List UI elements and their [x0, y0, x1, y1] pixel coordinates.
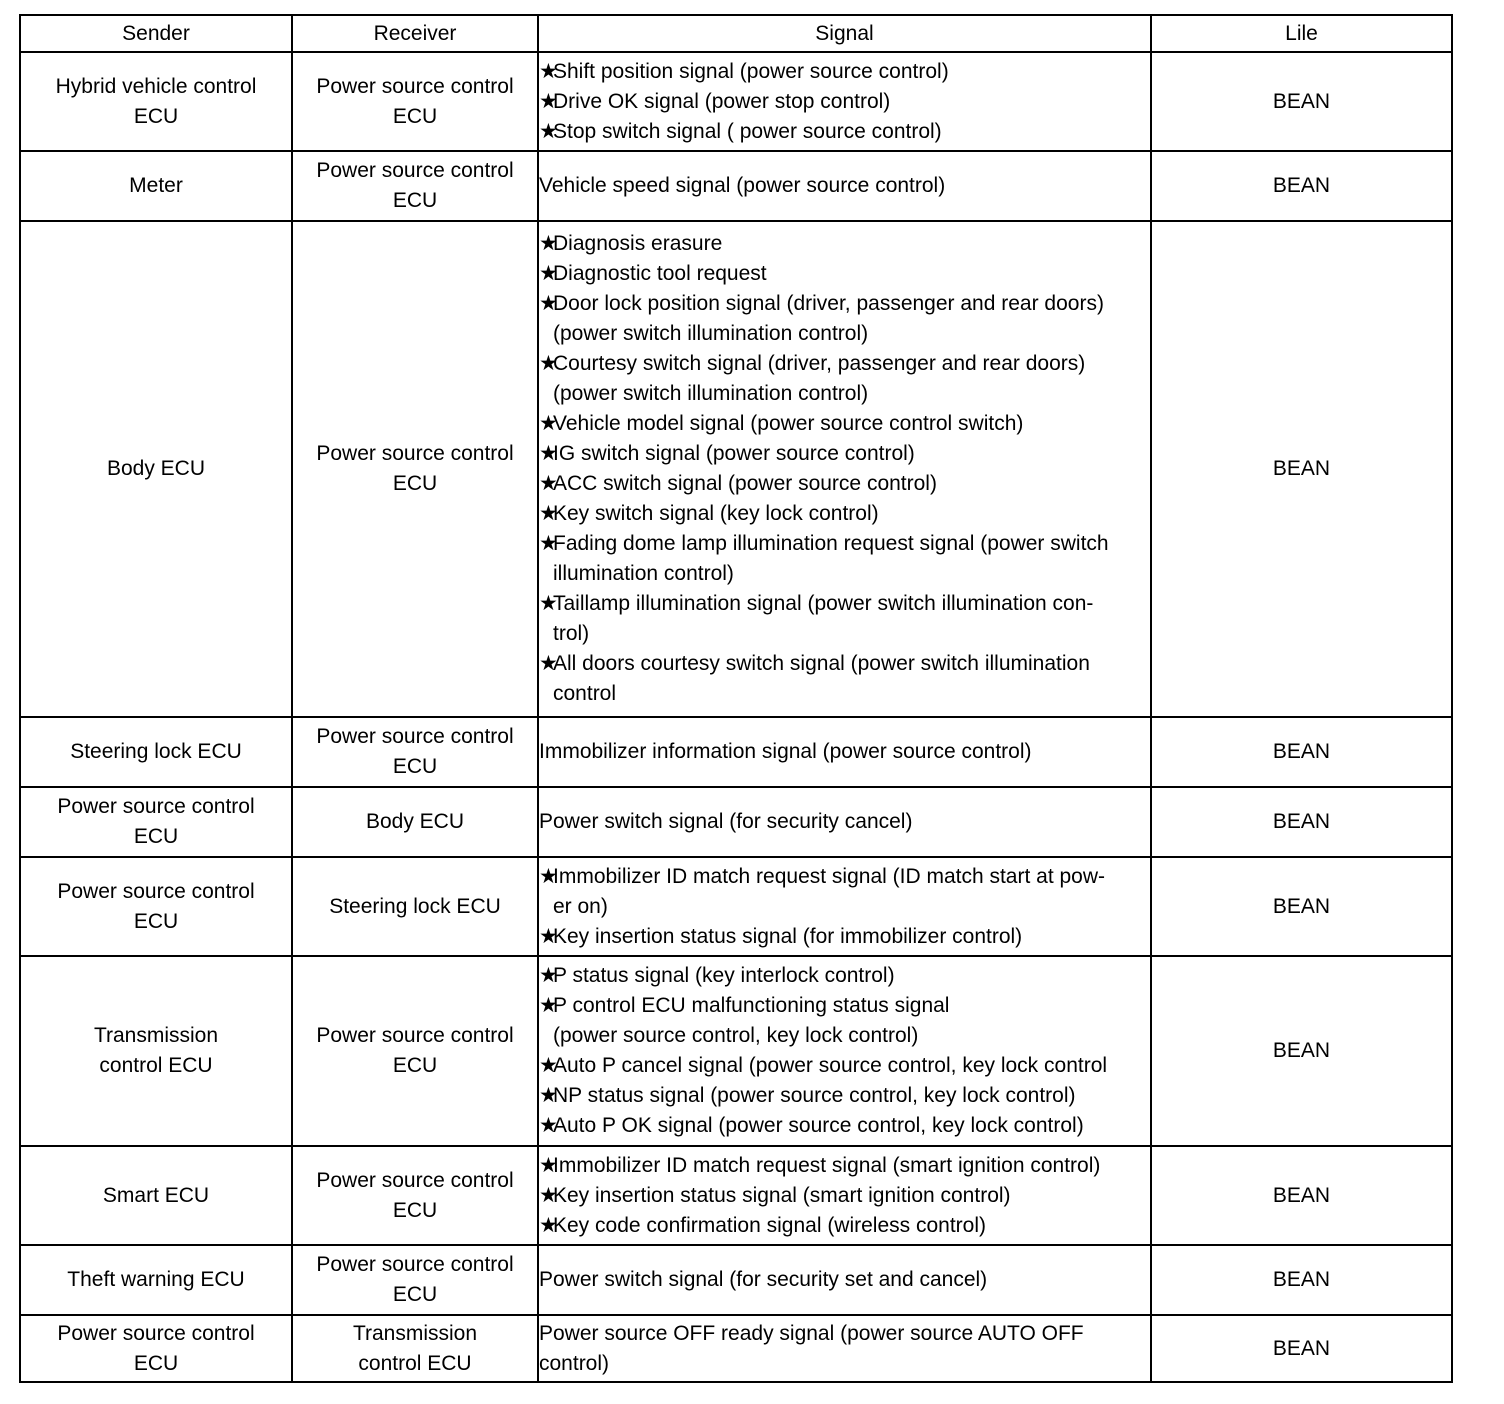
signal-item [539, 1181, 1150, 1211]
star-bullet-icon: ★ [539, 924, 558, 948]
table-row [20, 1315, 1452, 1382]
signal-text-line: All doors courtesy switch signal (power switch illumination [553, 652, 1090, 675]
signal-item [539, 469, 1150, 499]
star-bullet-icon: ★ [539, 472, 558, 495]
line-value: BEAN [1272, 89, 1331, 113]
signal-item [539, 922, 1150, 952]
receiver-cell [292, 1245, 538, 1315]
receiver-line: Body ECU [365, 810, 465, 833]
sender-cell [20, 221, 292, 717]
line-value: BEAN [1272, 457, 1331, 480]
sender-line: Transmission [93, 1024, 219, 1047]
signal-text-line: NP status signal (power source control, key lock control) [553, 1084, 1076, 1107]
table-row [20, 717, 1452, 787]
signal-text-line: Drive OK signal (power stop control) [553, 89, 891, 113]
star-bullet-icon: ★ [539, 352, 558, 375]
star-bullet-icon: ★ [539, 592, 558, 615]
star-bullet-icon: ★ [539, 89, 558, 113]
signal-cell [538, 1146, 1151, 1245]
signal-item [539, 87, 1150, 117]
receiver-line: ECU [392, 755, 438, 778]
signal-text-line: Immobilizer information signal (power source control) [539, 740, 1032, 763]
signal-text-line: Courtesy switch signal (driver, passenger and rear doors) [553, 352, 1086, 375]
table-row [20, 857, 1452, 956]
signal-item [539, 57, 1150, 87]
line-cell [1151, 717, 1452, 787]
signal-cell [538, 1315, 1151, 1382]
receiver-line: ECU [392, 1198, 438, 1222]
signal-text-line: Auto P OK signal (power source control, key lock control) [553, 1114, 1084, 1137]
signal-text-line: Key code confirmation signal (wireless control) [553, 1213, 987, 1237]
line-cell [1151, 221, 1452, 717]
sender-cell [20, 1146, 292, 1245]
table-row [20, 1245, 1452, 1315]
signal-text-line: Shift position signal (power source control) [553, 59, 949, 83]
receiver-cell [292, 717, 538, 787]
signal-item [539, 499, 1150, 529]
sender-cell [20, 717, 292, 787]
line-cell [1151, 857, 1452, 956]
star-bullet-icon: ★ [539, 59, 558, 83]
receiver-cell [292, 221, 538, 717]
signal-text-line: Key switch signal (key lock control) [553, 502, 879, 525]
star-bullet-icon: ★ [539, 964, 558, 987]
receiver-line: Power source control [316, 1024, 514, 1047]
signal-cell [538, 787, 1151, 857]
signal-cell [538, 956, 1151, 1146]
signal-cell [538, 1245, 1151, 1315]
star-bullet-icon: ★ [539, 1183, 558, 1207]
signal-text-line: Power source OFF ready signal (power source AUTO OFF [539, 1321, 1084, 1345]
signal-cell [538, 52, 1151, 151]
signal-item [539, 589, 1150, 649]
sender-line: Steering lock ECU [70, 740, 242, 763]
line-value: BEAN [1272, 740, 1331, 763]
sender-cell [20, 151, 292, 221]
signal-text-line: Vehicle model signal (power source control switch) [553, 412, 1024, 435]
sender-line: Body ECU [106, 457, 206, 480]
signal-item [539, 961, 1150, 991]
line-value: BEAN [1272, 1268, 1331, 1291]
receiver-cell [292, 52, 538, 151]
star-bullet-icon: ★ [539, 442, 558, 465]
signal-text-line: trol) [553, 622, 590, 645]
signal-item [539, 289, 1150, 349]
receiver-line: Power source control [316, 159, 514, 182]
receiver-line: ECU [392, 1283, 438, 1306]
signal-item [539, 649, 1150, 709]
sender-line: Theft warning ECU [67, 1268, 245, 1291]
receiver-line: ECU [392, 189, 438, 212]
line-value: BEAN [1272, 1039, 1331, 1062]
signal-text-line: er on) [553, 894, 608, 918]
signal-text-line: control [553, 682, 617, 705]
receiver-line: Power source control [316, 1168, 514, 1192]
receiver-line: Steering lock ECU [329, 894, 501, 918]
receiver-line: Transmission [352, 1321, 478, 1345]
line-cell [1151, 52, 1452, 151]
signal-text-line: illumination control) [553, 562, 734, 585]
star-bullet-icon: ★ [539, 994, 558, 1017]
star-bullet-icon: ★ [539, 1054, 558, 1077]
signal-text-line: Vehicle speed signal (power source control) [539, 174, 946, 197]
header-signal: Signal [538, 15, 1151, 52]
signal-item [539, 1111, 1150, 1141]
receiver-line: control ECU [358, 1351, 472, 1375]
signal-table [19, 14, 1453, 1383]
table-body [20, 52, 1452, 1382]
signal-item [539, 991, 1150, 1051]
header-row [20, 15, 1452, 52]
signal-text-line: (power source control, key lock control) [553, 1024, 919, 1047]
receiver-line: ECU [392, 104, 438, 128]
star-bullet-icon: ★ [539, 652, 558, 675]
receiver-cell [292, 1146, 538, 1245]
star-bullet-icon: ★ [539, 292, 558, 315]
signal-text-line: P control ECU malfunctioning status signal [553, 994, 950, 1017]
line-cell [1151, 956, 1452, 1146]
receiver-line: Power source control [316, 725, 514, 748]
header-line: Lile [1151, 15, 1452, 52]
signal-text-line: IG switch signal (power source control) [553, 442, 915, 465]
table-row [20, 787, 1452, 857]
signal-text-line: (power switch illumination control) [553, 322, 869, 345]
signal-cell [538, 151, 1151, 221]
line-cell [1151, 1146, 1452, 1245]
receiver-cell [292, 956, 538, 1146]
sender-cell [20, 1245, 292, 1315]
sender-line: Meter [129, 174, 183, 197]
receiver-line: ECU [392, 472, 438, 495]
table-row [20, 151, 1452, 221]
receiver-line: Power source control [316, 442, 514, 465]
signal-text-line: Power switch signal (for security cancel) [539, 810, 913, 833]
star-bullet-icon: ★ [539, 1213, 558, 1237]
star-bullet-icon: ★ [539, 502, 558, 525]
table-row [20, 52, 1452, 151]
signal-text-line: Door lock position signal (driver, passenger and rear doors) [553, 292, 1104, 315]
table-row [20, 221, 1452, 717]
signal-text-line: (power switch illumination control) [553, 382, 869, 405]
sender-line: Hybrid vehicle control [55, 74, 257, 98]
star-bullet-icon: ★ [539, 1153, 558, 1177]
signal-text-line: Diagnosis erasure [553, 232, 723, 255]
line-value: BEAN [1272, 810, 1331, 833]
star-bullet-icon: ★ [539, 864, 558, 888]
signal-item [539, 349, 1150, 409]
signal-item [539, 1151, 1150, 1181]
signal-item [539, 439, 1150, 469]
sender-line: Power source control [57, 879, 255, 903]
signal-text-line: P status signal (key interlock control) [553, 964, 895, 987]
star-bullet-icon: ★ [539, 1114, 558, 1137]
header-sender: Sender [20, 15, 292, 52]
signal-text-line: ACC switch signal (power source control) [553, 472, 937, 495]
receiver-cell [292, 1315, 538, 1382]
signal-text-line: control) [539, 1351, 610, 1375]
signal-item [539, 1051, 1150, 1081]
star-bullet-icon: ★ [539, 262, 558, 285]
line-value: BEAN [1272, 174, 1331, 197]
signal-item [539, 229, 1150, 259]
sender-cell [20, 956, 292, 1146]
signal-item [539, 409, 1150, 439]
signal-cell [538, 717, 1151, 787]
signal-item [539, 1081, 1150, 1111]
signal-cell [538, 857, 1151, 956]
table-row [20, 1146, 1452, 1245]
signal-item [539, 117, 1150, 147]
signal-text-line: Key insertion status signal (for immobilizer control) [553, 924, 1023, 948]
signal-text-line: Stop switch signal ( power source control) [553, 119, 942, 143]
sender-cell [20, 1315, 292, 1382]
signal-text-line: Immobilizer ID match request signal (ID match start at pow- [553, 864, 1106, 888]
sender-cell [20, 857, 292, 956]
star-bullet-icon: ★ [539, 119, 558, 143]
signal-text-line: Taillamp illumination signal (power switch illumination con- [553, 592, 1094, 615]
signal-text-line: Power switch signal (for security set and cancel) [539, 1268, 988, 1291]
sender-line: Smart ECU [102, 1183, 210, 1207]
line-value: BEAN [1272, 1183, 1331, 1207]
line-cell [1151, 1315, 1452, 1382]
line-value: BEAN [1272, 1336, 1331, 1360]
receiver-cell [292, 787, 538, 857]
sender-line: ECU [133, 104, 179, 128]
table-row [20, 956, 1452, 1146]
sender-cell [20, 787, 292, 857]
signal-item [539, 259, 1150, 289]
sender-line: ECU [133, 909, 179, 933]
star-bullet-icon: ★ [539, 1084, 558, 1107]
signal-cell [538, 221, 1151, 717]
signal-text-line: Key insertion status signal (smart ignition control) [553, 1183, 1011, 1207]
star-bullet-icon: ★ [539, 412, 558, 435]
receiver-line: ECU [392, 1054, 438, 1077]
receiver-line: Power source control [316, 1253, 514, 1276]
sender-line: Power source control [57, 1321, 255, 1345]
line-cell [1151, 1245, 1452, 1315]
sender-cell [20, 52, 292, 151]
signal-item [539, 529, 1150, 589]
star-bullet-icon: ★ [539, 532, 558, 555]
signal-text-line: Auto P cancel signal (power source control, key lock control [553, 1054, 1108, 1077]
signal-text-line: Immobilizer ID match request signal (smart ignition control) [553, 1153, 1101, 1177]
sender-line: Power source control [57, 795, 255, 818]
signal-text-line: Fading dome lamp illumination request signal (power switch [553, 532, 1109, 555]
line-cell [1151, 787, 1452, 857]
sender-line: control ECU [99, 1054, 213, 1077]
signal-item [539, 1211, 1150, 1241]
sender-line: ECU [133, 825, 179, 848]
signal-item [539, 862, 1150, 922]
line-value: BEAN [1272, 894, 1331, 918]
sender-line: ECU [133, 1351, 179, 1375]
line-cell [1151, 151, 1452, 221]
receiver-cell [292, 151, 538, 221]
star-bullet-icon: ★ [539, 232, 558, 255]
receiver-line: Power source control [316, 74, 514, 98]
receiver-cell [292, 857, 538, 956]
signal-text-line: Diagnostic tool request [553, 262, 767, 285]
header-receiver: Receiver [292, 15, 538, 52]
